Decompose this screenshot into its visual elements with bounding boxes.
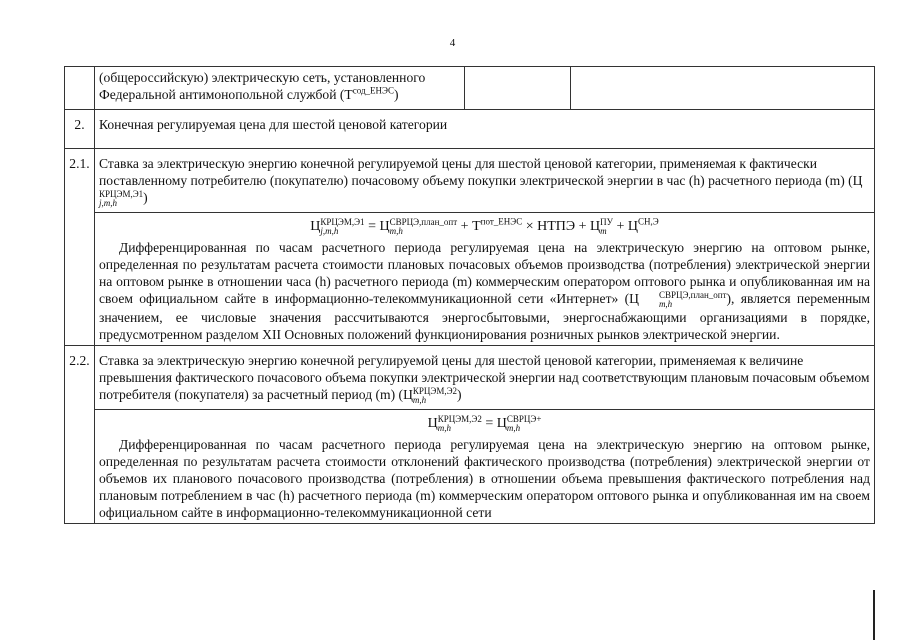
superscript: КРЦЭМ,Э2 [412,385,458,396]
subscript: m,h [389,225,403,236]
subscript: m,h [506,422,521,433]
formula-operator: + Ц [613,219,639,235]
empty-cell [571,67,875,110]
formula-operator: = Ц [481,415,507,431]
subscript: m,h [658,298,673,309]
text-fragment: ) [143,190,148,205]
text-fragment: ) [393,87,399,102]
row-number-cell [65,67,95,110]
formula-cell [95,212,875,345]
formula-explanation: Дифференцированная по часам расчетного периода регулируемая цена на электрическую энергию на оптовом рынке, определенная по результатам расчета стоимости отклонений фактического производства (потребления) электрической энергии от объемов их планового почасового производства (потребления) в отношении объема превышения фактического потребления над плановым потреблением в час (h) расчетного периода (m) коммерческим оператором оптового рынка и опубликованная им на своем официальном сайте в информационно-телекоммуникационной сети [99,436,870,520]
formula-operator: = [364,219,380,235]
superscript: КРЦЭМ,Э1 [99,188,144,199]
row-description-cell [95,67,465,110]
row-number-cell: 2.1. [65,149,95,346]
superscript: СВРЦЭ,план_опт [658,289,727,300]
table-row [65,149,875,213]
table-row [65,345,875,409]
formula [99,218,870,236]
formula-explanation [99,239,870,343]
formula-symbol: Ц [427,415,438,431]
text-fragment: Федеральной антимонопольной службой (Т [99,87,353,102]
scan-edge-line [873,590,875,640]
superscript: СВРЦЭ,план_опт [389,216,458,227]
superscript: ПУ [600,216,613,227]
symbol-index [320,218,364,236]
formula [99,415,870,433]
text-fragment: ) [457,386,462,402]
superscript: пот_ЕНЭС [480,216,523,227]
row-number-cell: 2.2. [65,345,95,523]
symbol-index [438,415,482,433]
text-fragment: Ставка за электрическую энергию конечной регулируемой цены для шестой ценовой категории, применяемая к величине превышения фактического почасового объема покупки электрической энергии над соответствующим плановым почасовым объемом потребителя (покупателя) за расчетный период (m) (Ц [99,352,870,402]
subscript: m,h [412,394,427,405]
table-row [65,409,875,523]
subscript: m [600,225,607,236]
subscript: m,h [437,422,451,433]
item-description [95,345,875,409]
subscript: j,m,h [99,197,117,208]
formula-cell [95,409,875,523]
row-number-cell: 2. [65,110,95,149]
superscript: сод_ЕНЭС [352,85,394,96]
text-fragment: Ставка за электрическую энергию конечной регулируемой цены для шестой ценовой категории, применяемая к фактически поставленному потребителю (покупателю) почасовому объему покупки электрической энергии в час (h) расчетного периода (m) (Ц [99,156,863,188]
symbol-index [413,387,457,405]
symbol-index [639,291,727,309]
formula-symbol: Ц [310,219,321,235]
tariff-table [64,66,875,524]
superscript: КРЦЭМ,Э2 [437,413,482,424]
page-number: 4 [449,37,456,49]
superscript: СВРЦЭ+ [506,413,542,424]
formula-operator: × НТПЭ + Ц [522,219,601,235]
superscript: СН,Э [638,216,659,227]
text-fragment: ), является переменным значением, ее числовые значения рассчитываются энергосбытовыми, энергоснабжающими организациями в порядке, предусмотренном разделом XII Основных положений функционирования розничных рынков электрической энергии. [99,290,870,342]
table-row [65,212,875,345]
description-line [99,86,460,103]
subscript: j,m,h [320,225,339,236]
superscript: КРЦЭМ,Э1 [320,216,365,227]
table-row [65,67,875,110]
formula-symbol: Ц [379,219,390,235]
empty-cell [465,67,571,110]
section-heading: Конечная регулируемая цена для шестой ценовой категории [95,110,875,149]
text-fragment: Дифференцированная по часам расчетного периода регулируемая цена на электрическую энергию на оптовом рынке, определенная по результатам расчета стоимости плановых почасовых объемов производства (потребления) электрической энергии на оптовом рынке в отношении часа (h) расчетного периода (m) коммерческим оператором оптового рынка и опубликованная им на своем официальном сайте в информационно-телекоммуникационной сети «Интернет» (Ц [99,239,870,306]
symbol-index [507,415,542,433]
item-description [95,149,875,213]
formula-operator: + Т [457,219,481,235]
symbol-index [99,190,143,208]
table-row [65,110,875,149]
symbol-index [390,218,458,236]
description-line: (общероссийскую) электрическую сеть, установленного [99,70,426,85]
symbol-index [600,218,613,236]
